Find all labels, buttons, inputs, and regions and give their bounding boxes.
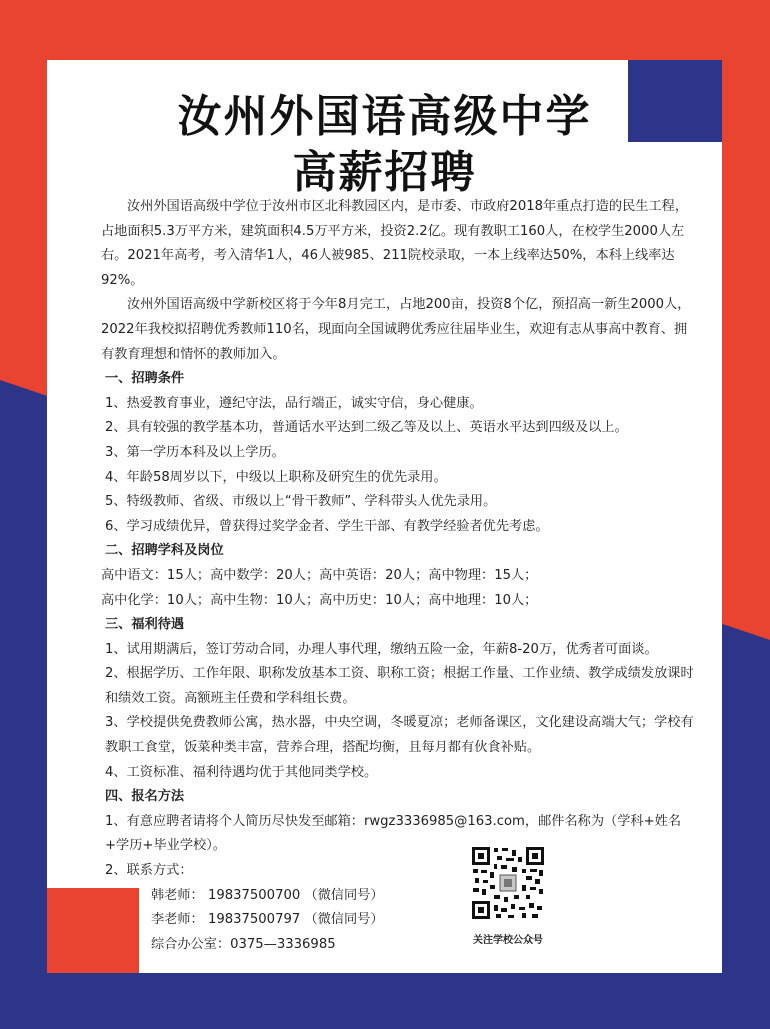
contact-li: 李老师： 19837500797 （微信同号） [151, 912, 384, 928]
school-name-title: 汝州外国语高级中学 [177, 91, 592, 142]
recruitment-title: 高薪招聘 [292, 147, 477, 198]
contact-han: 韩老师： 19837500700 （微信同号） [151, 887, 384, 903]
positions-line: 高中语文：15人；高中数学：20人；高中英语：20人；高中物理：15人； [101, 567, 538, 583]
condition-item: 1、热爱教育事业，遵纪守法，品行端正，诚实守信，身心健康。 [105, 395, 483, 411]
intro-paragraph: 汝州外国语高级中学新校区将于今年8月完工，占地200亩，投资8个亿，预招高一新生2000人，2022年我校拟招聘优秀教师110名，现面向全国诚聘优秀应往届毕业生，欢迎有志从事高中教育、拥有教育理想和情怀的教师加入。 [101, 297, 691, 362]
condition-item: 5、特级教师、省级、市级以上“骨干教师”、学科带头人优先录用。 [105, 494, 497, 510]
benefit-item: 1、试用期满后，签订劳动合同，办理人事代理，缴纳五险一金，年薪8-20万，优秀者可面谈。 [105, 641, 658, 657]
section-heading-application: 四、报名方法 [105, 789, 185, 805]
section-heading-conditions: 一、招聘条件 [105, 371, 185, 387]
section-heading-positions: 二、招聘学科及岗位 [105, 543, 224, 559]
positions-line: 高中化学：10人；高中生物：10人；高中历史：10人；高中地理：10人； [101, 592, 538, 608]
application-item: 1、有意应聘者请将个人简历尽快发至邮箱：rwgz3336985@163.com，邮件名称为（学科+姓名+学历+毕业学校）。 [105, 813, 682, 854]
benefit-item: 4、工资标准、福利待遇均优于其他同类学校。 [105, 764, 378, 780]
benefit-item: 3、学校提供免费教师公寓，热水器，中央空调，冬暖夏凉；老师备课区，文化建设高端大气；学校有教职工食堂，饭菜种类丰富，营养合理，搭配均衡，且每月都有伙食补贴。 [105, 715, 694, 756]
poster-content [101, 195, 695, 957]
intro-paragraph: 汝州外国语高级中学位于汝州市区北科教园区内，是市委、市政府2018年重点打造的民生工程，占地面积5.3万平方米，建筑面积4.5万平方米，投资2.2亿。现有教职工160人，在校学生2000人左右。2021年高考，考入清华1人，46人被985、211院校录取，一本上线率达50%，本科上线率达92%。 [101, 199, 689, 288]
condition-item: 3、第一学历本科及以上学历。 [105, 444, 285, 460]
condition-item: 2、具有较强的教学基本功，普通话水平达到二级乙等及以上、英语水平达到四级及以上。 [105, 420, 628, 436]
qr-code-icon [470, 845, 546, 921]
condition-item: 4、年龄58周岁以下，中级以上职称及研究生的优先录用。 [105, 469, 447, 485]
qr-caption: 关注学校公众号 [473, 935, 543, 946]
section-heading-benefits: 三、福利待遇 [105, 617, 185, 633]
application-item: 2、联系方式： [105, 863, 193, 879]
contact-office: 综合办公室：0375—3336985 [151, 936, 336, 952]
benefit-item: 2、根据学历、工作年限、职称发放基本工资、职称工资；根据工作量、工作业绩、教学成绩发放课时和绩效工资。高额班主任费和学科组长费。 [105, 666, 694, 706]
condition-item: 6、学习成绩优异，曾获得过奖学金者、学生干部、有教学经验者优先考虑。 [105, 518, 549, 534]
